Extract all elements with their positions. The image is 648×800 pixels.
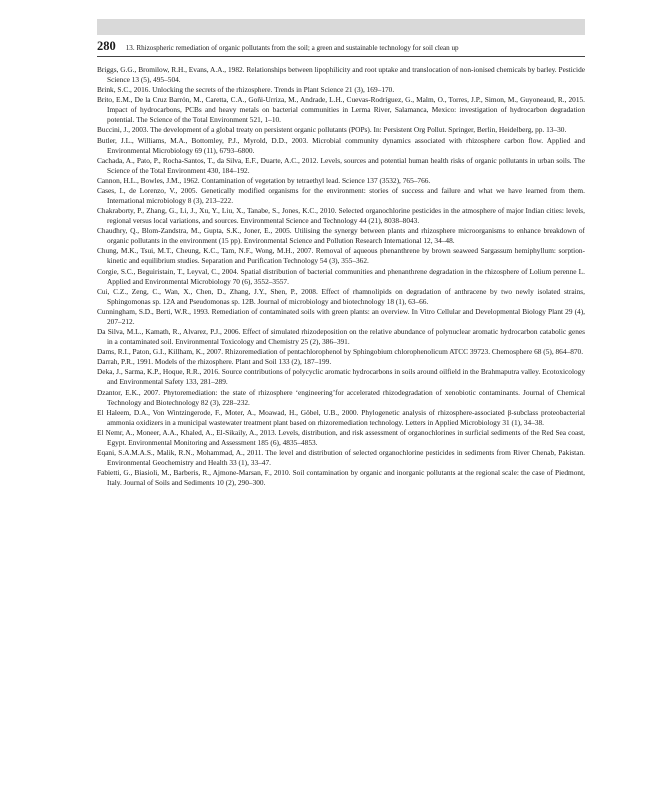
reference-entry: El Nemr, A., Moneer, A.A., Khaled, A., El-Sikaily, A., 2013. Levels, distribution, and risk assessment of organochlorines in surficial sediments of the Red Sea coast, Egypt. Environmental Monitoring and Assessment 185 (6), 4835–4853. <box>97 427 585 447</box>
reference-entry: Cachada, A., Pato, P., Rocha-Santos, T., da Silva, E.F., Duarte, A.C., 2012. Levels, sources and potential human health risks of organic pollutants in urban soils. The Science of the Total Environment 430, 184–192. <box>97 155 585 175</box>
reference-entry: El Haleem, D.A., Von Wintzingerode, F., Moter, A., Moawad, H., Göbel, U.B., 2000. Phylogenetic analysis of rhizosphere-associated β-subclass proteobacterial ammonia oxidizers in a municipal wastewater treatment plant based on rhizoremediation technology. Letters in Applied Microbiology 31 (1), 34–38. <box>97 407 585 427</box>
reference-entry: Brito, E.M., De la Cruz Barrón, M., Caretta, C.A., Goñi-Urriza, M., Andrade, L.H., Cuevas-Rodríguez, G., Malm, O., Torres, J.P., Simon, M., Guyoneaud, R., 2015. Impact of hydrocarbons, PCBs and heavy metals on bacterial communities in Lerma River, Salamanca, Mexico: investigation of hydrocarbon degradation potential. The Science of the Total Environment 521, 1–10. <box>97 95 585 125</box>
reference-entry: Da Silva, M.L., Kamath, R., Alvarez, P.J., 2006. Effect of simulated rhizodeposition on the relative abundance of polynuclear aromatic hydrocarbon catabolic genes in a contaminated soil. Environmental Toxicology and Chemistry 25 (2), 386–391. <box>97 327 585 347</box>
reference-entry: Chaudhry, Q., Blom-Zandstra, M., Gupta, S.K., Joner, E., 2005. Utilising the synergy between plants and rhizosphere microorganisms to enhance breakdown of organic pollutants in the environment (15 pp). Environmental Science and Pollution Research International 12, 34–48. <box>97 226 585 246</box>
reference-entry: Dams, R.I., Paton, G.I., Killham, K., 2007. Rhizoremediation of pentachlorophenol by Sphingobium chlorophenolicum ATCC 39723. Chemosphere 68 (5), 864–870. <box>97 347 584 357</box>
reference-entry: Cannon, H.L., Bowles, J.M., 1962. Contamination of vegetation by tetraethyl lead. Science 137 (3532), 765–766. <box>97 175 431 185</box>
chapter-title: 13. Rhizospheric remediation of organic pollutants from the soil; a green and sustainable technology for soil clean up <box>125 44 459 52</box>
reference-entry: Buccini, J., 2003. The development of a global treaty on persistent organic pollutants (POPs). In: Persistent Org Pollut. Springer, Berlin, Heidelberg, pp. 13–30. <box>97 125 567 135</box>
reference-entry: Fabietti, G., Biasioli, M., Barberis, R., Ajmone-Marsan, F., 2010. Soil contamination by organic and inorganic pollutants at the regional scale: the case of Piedmont, Italy. Journal of Soils and Sediments 10 (2), 290–300. <box>97 468 585 488</box>
reference-entry: Dzantor, E.K., 2007. Phytoremediation: the state of rhizosphere ‘engineering’for accelerated rhizodegradation of xenobiotic contaminants. Journal of Chemical Technology and Biotechnology 82 (3), 228–232. <box>97 387 585 407</box>
reference-entry: Eqani, S.A.M.A.S., Malik, R.N., Mohammad, A., 2011. The level and distribution of selected organochlorine pesticides in sediments from River Chenab, Pakistan. Environmental Geochemistry and Health 33 (1), 33–47. <box>97 447 585 468</box>
reference-entry: Chakraborty, P., Zhang, G., Li, J., Xu, Y., Liu, X., Tanabe, S., Jones, K.C., 2010. Selected organochlorine pesticides in the atmosphere of major Indian cities: levels, regional versus local variations, and sources. Environmental Science and Technology 44 (21), 8038–8043. <box>97 206 585 226</box>
reference-entry: Chung, M.K., Tsui, M.T., Cheung, K.C., Tam, N.F., Wong, M.H., 2007. Removal of aqueous phenanthrene by brown seaweed Sargassum hemiphyllum: sorption-kinetic and equilibrium studies. Separation and Purification Technology 54 (3), 355–362. <box>97 246 585 266</box>
reference-entry: Corgie, S.C., Beguiristain, T., Leyval, C., 2004. Spatial distribution of bacterial communities and phenanthrene degradation in the rhizosphere of Lolium perenne L. Applied and Environmental Microbiology 70 (6), 3552–3557. <box>97 266 585 286</box>
reference-entry: Cui, C.Z., Zeng, C., Wan, X., Chen, D., Zhang, J.Y., Shen, P., 2008. Effect of rhamnolipids on degradation of anthracene by two newly isolated strains, Sphingomonas sp. 12A and Pseudomonas sp. 12B. Journal of microbiology and biotechnology 18 (1), 63–66. <box>97 286 585 306</box>
reference-entry: Brink, S.C., 2016. Unlocking the secrets of the rhizosphere. Trends in Plant Science 21 (3), 169–170. <box>97 85 395 95</box>
running-head <box>97 36 585 57</box>
header-bar <box>97 19 585 35</box>
reference-entry: Butler, J.L., Williams, M.A., Bottomley, P.J., Myrold, D.D., 2003. Microbial community dynamics associated with rhizosphere carbon flow. Applied and Environmental Microbiology 69 (11), 6793–6800. <box>97 135 585 155</box>
reference-list <box>97 65 585 488</box>
reference-entry: Cases, I., de Lorenzo, V., 2005. Genetically modified organisms for the environment: stories of success and failure and what we have learned from them. International microbiology 8 (3), 213–222. <box>97 185 585 206</box>
reference-entry: Briggs, G.G., Bromilow, R.H., Evans, A.A., 1982. Relationships between lipophilicity and root uptake and translocation of non-ionised chemicals by barley. Pesticide Science 13 (5), 495–504. <box>97 65 585 85</box>
reference-entry: Deka, J., Sarma, K.P., Hoque, R.R., 2016. Source contributions of polycyclic aromatic hydrocarbons in soils around oilfield in the Brahmaputra valley. Ecotoxicology and Environmental Safety 133, 281–289. <box>97 367 585 387</box>
reference-entry: Darrah, P.R., 1991. Models of the rhizosphere. Plant and Soil 133 (2), 187–199. <box>97 357 332 367</box>
page-number: 280 <box>97 39 116 53</box>
reference-entry: Cunningham, S.D., Berti, W.R., 1993. Remediation of contaminated soils with green plants: an overview. In Vitro Cellular and Developmental Biology Plant 29 (4), 207–212. <box>97 306 585 326</box>
